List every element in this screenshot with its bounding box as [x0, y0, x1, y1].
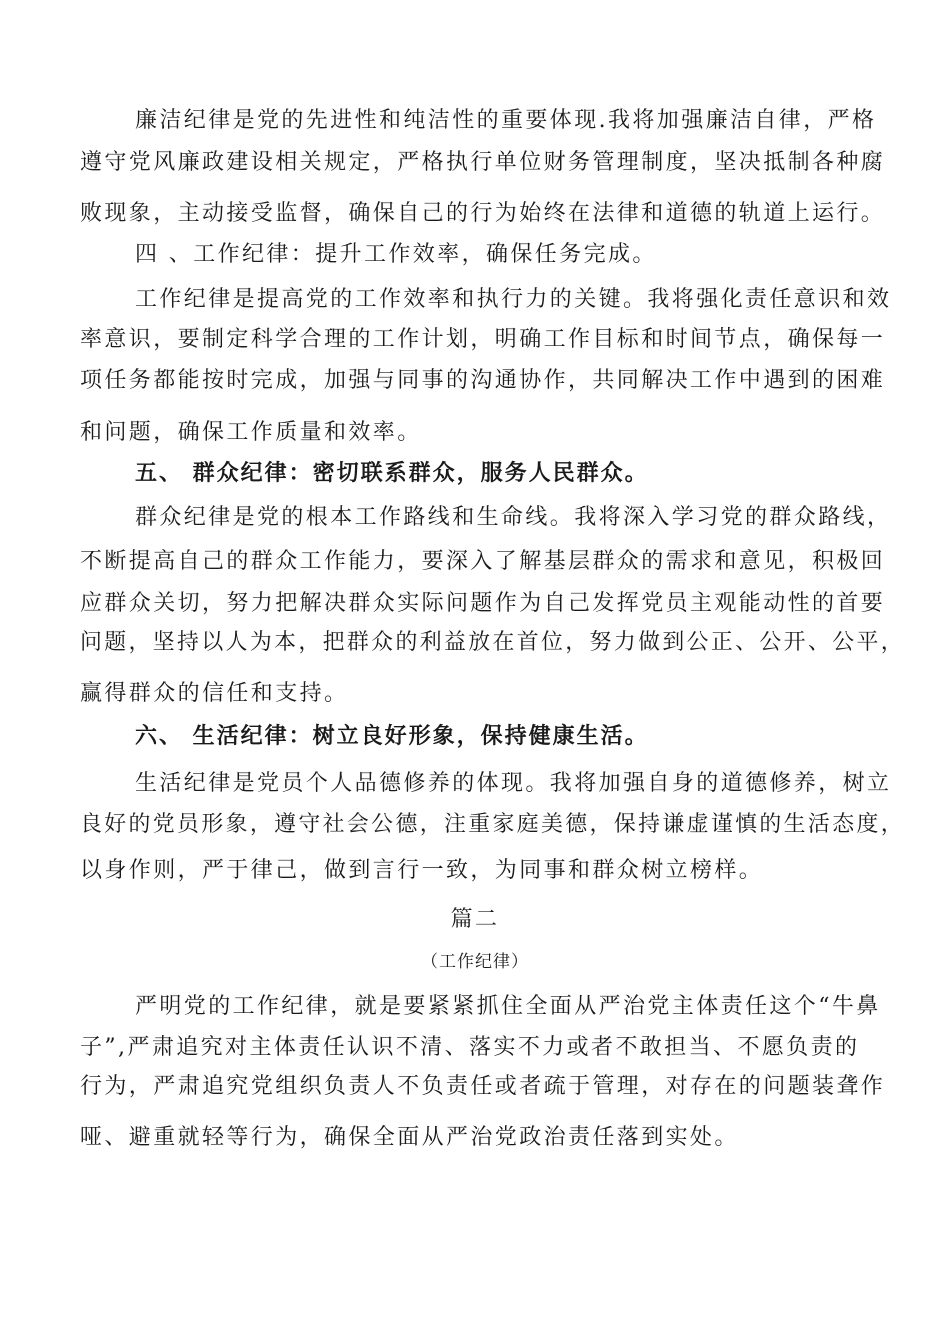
paragraph-line: 哑、避重就轻等行为，确保全面从严治党政治责任落到实处。 — [80, 1125, 739, 1150]
paragraph-line: 工作纪律是提高党的工作效率和执行力的关键。我将强化责任意识和效 — [135, 287, 892, 312]
paragraph-line: 率意识，要制定科学合理的工作计划，明确工作目标和时间节点，确保每一 — [80, 327, 886, 352]
paragraph-line: 严明党的工作纪律，就是要紧紧抓住全面从严治党主体责任这个“牛鼻 — [135, 994, 881, 1019]
paragraph-line: 群众纪律是党的根本工作路线和生命线。我将深入学习党的群众路线， — [135, 505, 892, 530]
paragraph-line: 项任务都能按时完成，加强与同事的沟通协作，共同解决工作中遇到的困难 — [80, 368, 886, 393]
paragraph-line: 行为，严肃追究党组织负责人不负责任或者疏于管理，对存在的问题装聋作 — [80, 1074, 886, 1099]
part-title: 篇二 — [450, 907, 500, 932]
paragraph-line: 败现象，主动接受监督，确保自己的行为始终在法律和道德的轨道上运行。 — [80, 201, 886, 226]
paragraph-line: 应群众关切，努力把解决群众实际问题作为自己发挥党员主观能动性的首要 — [80, 591, 886, 616]
section-heading: 五、 群众纪律：密切联系群众，服务人民群众。 — [135, 461, 649, 486]
part-subtitle: （工作纪律） — [421, 952, 529, 972]
paragraph-line: 以身作则，严于律己，做到言行一致，为同事和群众树立榜样。 — [80, 858, 764, 883]
paragraph-line: 赢得群众的信任和支持。 — [80, 681, 349, 706]
paragraph-line: 遵守党风廉政建设相关规定，严格执行单位财务管理制度，坚决抵制各种腐 — [80, 150, 886, 175]
paragraph-line: 廉洁纪律是党的先进性和纯洁性的重要体现.我将加强廉洁自律，严格 — [135, 108, 877, 133]
paragraph-line: 不断提高自己的群众工作能力，要深入了解基层群众的需求和意见，积极回 — [80, 549, 886, 574]
paragraph-line: 子”,严肃追究对主体责任认识不清、落实不力或者不敢担当、不愿负责的 — [80, 1035, 860, 1060]
section-heading: 四 、工作纪律：提升工作效率，确保任务完成。 — [135, 242, 657, 267]
paragraph-line: 和问题，确保工作质量和效率。 — [80, 420, 422, 445]
paragraph-line: 问题，坚持以人为本，把群众的利益放在首位，努力做到公正、公开、公平， — [80, 630, 905, 655]
paragraph-line: 生活纪律是党员个人品德修养的体现。我将加强自身的道德修养，树立 — [135, 771, 892, 796]
section-heading: 六、 生活纪律：树立良好形象，保持健康生活。 — [135, 724, 649, 749]
paragraph-line: 良好的党员形象，遵守社会公德，注重家庭美德，保持谦虚谨慎的生活态度， — [80, 812, 905, 837]
